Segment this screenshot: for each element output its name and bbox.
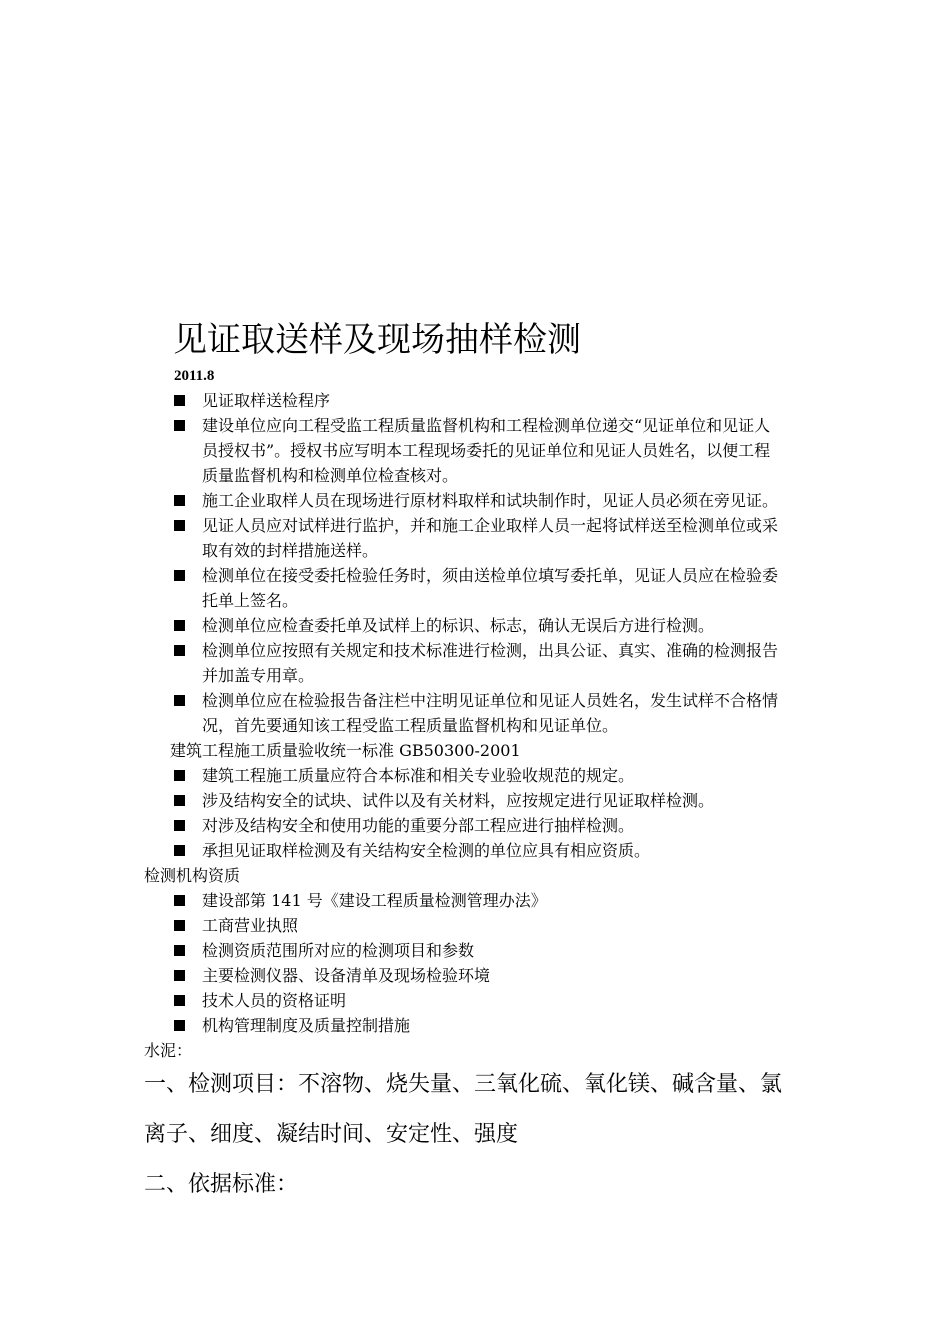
list-item: 施工企业取样人员在现场进行原材料取样和试块制作时，见证人员必须在旁见证。 xyxy=(174,488,814,513)
list-item: 检测单位应在检验报告备注栏中注明见证单位和见证人员姓名，发生试样不合格情 况，首先要通知该工程受监工程质量监督机构和见证单位。 xyxy=(174,688,814,738)
list-item: 对涉及结构安全和使用功能的重要分部工程应进行抽样检测。 xyxy=(174,813,814,838)
square-bullet-icon xyxy=(174,620,185,631)
list-item: 建设单位应向工程受监工程质量监督机构和工程检测单位递交“见证单位和见证人 员授权书”。授权书应写明本工程现场委托的见证单位和见证人员姓名，以便工程 质量监督机构和检测单位检查核对。 xyxy=(174,413,814,488)
list-item: 检测单位应按照有关规定和技术标准进行检测，出具公证、真实、准确的检测报告 并加盖专用章。 xyxy=(174,638,814,688)
cement-label: 水泥： xyxy=(144,1041,193,1060)
square-bullet-icon xyxy=(174,995,185,1006)
square-bullet-icon xyxy=(174,420,185,431)
square-bullet-icon xyxy=(174,895,185,906)
square-bullet-icon xyxy=(174,520,185,531)
list-item: 建设部第 141 号《建设工程质量检测管理办法》 xyxy=(174,888,814,913)
test-items-line-2: 离子、细度、凝结时间、安定性、强度 xyxy=(144,1122,519,1147)
list-item: 承担见证取样检测及有关结构安全检测的单位应具有相应资质。 xyxy=(174,838,814,863)
square-bullet-icon xyxy=(174,970,185,981)
square-bullet-icon xyxy=(174,845,185,856)
document-title: 见证取送样及现场抽样检测 xyxy=(173,320,581,360)
list-item: 检测单位应检查委托单及试样上的标识、标志，确认无误后方进行检测。 xyxy=(174,613,814,638)
square-bullet-icon xyxy=(174,920,185,931)
square-bullet-icon xyxy=(174,770,185,781)
basis-heading: 二、依据标准： xyxy=(144,1172,299,1197)
square-bullet-icon xyxy=(174,645,185,656)
list-item: 见证取样送检程序 xyxy=(174,388,814,413)
square-bullet-icon xyxy=(174,570,185,581)
document-date: 2011.8 xyxy=(174,368,215,384)
list-item: 技术人员的资格证明 xyxy=(174,988,814,1013)
list-item: 主要检测仪器、设备清单及现场检验环境 xyxy=(174,963,814,988)
square-bullet-icon xyxy=(174,1020,185,1031)
test-items-line-1: 一、检测项目：不溶物、烧失量、三氧化硫、氧化镁、碱含量、氯 xyxy=(144,1072,783,1097)
list-item: 涉及结构安全的试块、试件以及有关材料，应按规定进行见证取样检测。 xyxy=(174,788,814,813)
list-item: 机构管理制度及质量控制措施 xyxy=(174,1013,814,1038)
square-bullet-icon xyxy=(174,395,185,406)
square-bullet-icon xyxy=(174,695,185,706)
square-bullet-icon xyxy=(174,795,185,806)
square-bullet-icon xyxy=(174,945,185,956)
list-item: 检测单位在接受委托检验任务时，须由送检单位填写委托单，见证人员应在检验委 托单上签名。 xyxy=(174,563,814,613)
standard-heading: 建筑工程施工质量验收统一标准 GB50300-2001 xyxy=(170,741,521,760)
qualification-heading: 检测机构资质 xyxy=(144,866,241,885)
list-item: 工商营业执照 xyxy=(174,913,814,938)
list-item: 见证人员应对试样进行监护，并和施工企业取样人员一起将试样送至检测单位或采 取有效的封样措施送样。 xyxy=(174,513,814,563)
list-item: 建筑工程施工质量应符合本标准和相关专业验收规范的规定。 xyxy=(174,763,814,788)
list-item: 检测资质范围所对应的检测项目和参数 xyxy=(174,938,814,963)
square-bullet-icon xyxy=(174,820,185,831)
square-bullet-icon xyxy=(174,495,185,506)
